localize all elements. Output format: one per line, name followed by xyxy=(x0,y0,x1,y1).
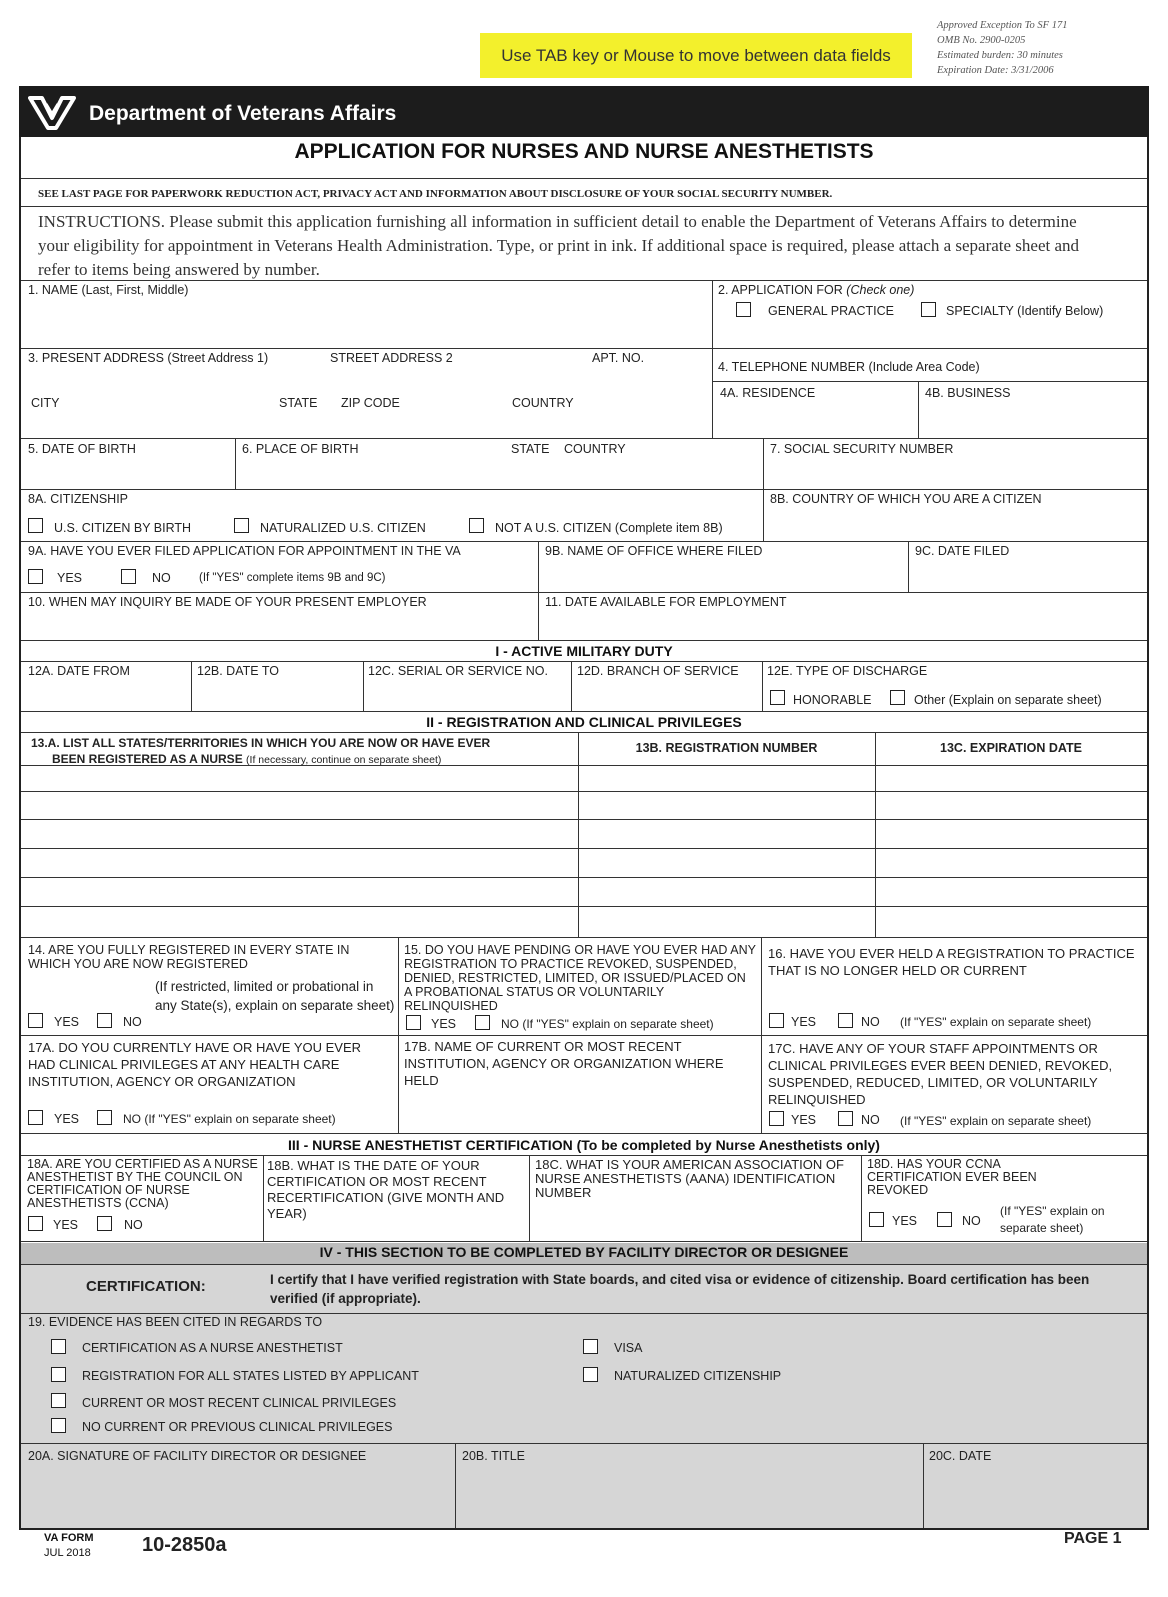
field-9a-label: 9A. HAVE YOU EVER FILED APPLICATION FOR APPOINTMENT IN THE VA xyxy=(28,544,461,558)
17a-yes-label: YES xyxy=(54,1112,80,1126)
field-18b-label: 18B. WHAT IS THE DATE OF YOUR CERTIFICATION OR MOST RECENT RECERTIFICATION (GIVE MONTH AND YEAR) xyxy=(267,1158,505,1221)
field-9b-label: 9B. NAME OF OFFICE WHERE FILED xyxy=(545,544,763,558)
17c-explain: (If "YES" explain on separate sheet) xyxy=(900,1114,1092,1128)
field-10-label: 10. WHEN MAY INQUIRY BE MADE OF YOUR PRESENT EMPLOYER xyxy=(28,595,427,609)
field-16-label: 16. HAVE YOU EVER HELD A REGISTRATION TO PRACTICE THAT IS NO LONGER HELD OR CURRENT xyxy=(768,946,1135,978)
18d-yes-checkbox[interactable] xyxy=(869,1212,884,1227)
field-18d-label: 18D. HAS YOUR CCNA CERTIFICATION EVER BEEN REVOKED xyxy=(867,1157,1037,1197)
residence-label: 4A. RESIDENCE xyxy=(720,386,816,400)
18a-no-checkbox[interactable] xyxy=(97,1216,112,1231)
18d-yes-label: YES xyxy=(892,1214,918,1228)
navigation-hint: Use TAB key or Mouse to move between data fields xyxy=(480,33,912,78)
field-14-note: (If restricted, limited or probational in any State(s), explain on separate sheet) xyxy=(155,979,395,1013)
9a-no-checkbox[interactable] xyxy=(121,569,136,584)
street2-label: STREET ADDRESS 2 xyxy=(330,351,453,365)
citizen-by-birth-checkbox[interactable] xyxy=(28,518,43,533)
dob-input[interactable] xyxy=(24,458,232,486)
page-number: PAGE 1 xyxy=(1064,1530,1122,1547)
form-revision-date: JUL 2018 xyxy=(44,1547,91,1559)
16-explain: (If "YES" explain on separate sheet) xyxy=(900,1015,1092,1029)
19-no-privileges-checkbox[interactable] xyxy=(51,1418,66,1433)
form-title: APPLICATION FOR NURSES AND NURSE ANESTHETISTS xyxy=(294,140,874,163)
not-citizen-checkbox[interactable] xyxy=(469,518,484,533)
17a-no-checkbox[interactable] xyxy=(97,1110,112,1125)
14-yes-label: YES xyxy=(54,1015,80,1029)
field-15-label: 15. DO YOU HAVE PENDING OR HAVE YOU EVER HAD ANY REGISTRATION TO PRACTICE REVOKED, SUSPENDED, DENIED, RESTRICTED, LIMITED, OR ISSUED/PLACED ON A PROBATIONAL STATUS OR VOLUNTARILY RELINQUISHED xyxy=(404,943,756,1013)
field-3-label: 3. PRESENT ADDRESS (Street Address 1) xyxy=(28,351,269,365)
9a-no-label: NO xyxy=(152,571,171,585)
address-input[interactable] xyxy=(24,366,709,392)
field-20c-label: 20C. DATE xyxy=(929,1449,992,1463)
18a-yes-checkbox[interactable] xyxy=(28,1216,43,1231)
field-12e-label: 12E. TYPE OF DISCHARGE xyxy=(767,664,928,678)
field-9c-label: 9C. DATE FILED xyxy=(915,544,1010,558)
not-citizen-label: NOT A U.S. CITIZEN (Complete item 8B) xyxy=(495,521,723,535)
field-19-label: 19. EVIDENCE HAS BEEN CITED IN REGARDS TO xyxy=(28,1315,323,1329)
honorable-checkbox[interactable] xyxy=(770,690,785,705)
birth-state-label: STATE xyxy=(511,442,550,456)
residence-phone-input[interactable] xyxy=(716,402,914,436)
field-17c-label: 17C. HAVE ANY OF YOUR STAFF APPOINTMENTS OR CLINICAL PRIVILEGES EVER BEEN DENIED, REVOKED, SUSPENDED, REDUCED, LIMITED, OR VOLUNTARILY RELINQUISHED xyxy=(768,1041,1113,1107)
certification-statement: I certify that I have verified registration with State boards, and cited visa or evidence of citizenship. Board certification has been verified (if appropriate). xyxy=(270,1272,1090,1306)
aana-id-input[interactable] xyxy=(533,1203,858,1239)
privacy-notice: SEE LAST PAGE FOR PAPERWORK REDUCTION ACT, PRIVACY ACT AND INFORMATION ABOUT DISCLOSURE OF YOUR SOCIAL SECURITY NUMBER. xyxy=(38,188,833,200)
business-phone-input[interactable] xyxy=(922,402,1144,436)
19-visa-checkbox[interactable] xyxy=(583,1339,598,1354)
title-input[interactable] xyxy=(458,1465,920,1525)
9a-yes-checkbox[interactable] xyxy=(28,569,43,584)
institution-input[interactable] xyxy=(402,1090,758,1130)
18a-no-label: NO xyxy=(124,1218,143,1232)
field-17b-label: 17B. NAME OF CURRENT OR MOST RECENT INSTITUTION, AGENCY OR ORGANIZATION WHERE HELD xyxy=(404,1039,724,1088)
field-13b-label: 13B. REGISTRATION NUMBER xyxy=(635,741,818,755)
ssn-input[interactable] xyxy=(767,458,1144,486)
16-yes-label: YES xyxy=(791,1015,817,1029)
naturalized-label: NATURALIZED U.S. CITIZEN xyxy=(260,521,426,535)
field-13a-label-2: BEEN REGISTERED AS A NURSE (If necessary, continue on separate sheet) xyxy=(52,752,442,766)
15-yes-checkbox[interactable] xyxy=(406,1015,421,1030)
birthplace-input[interactable] xyxy=(239,458,759,486)
18d-note: (If "YES" explain on separate sheet) xyxy=(1000,1204,1105,1235)
date-input[interactable] xyxy=(926,1465,1144,1525)
18d-no-label: NO xyxy=(962,1214,981,1228)
agency-header xyxy=(19,86,1149,137)
honorable-label: HONORABLE xyxy=(793,693,872,707)
9a-yes-label: YES xyxy=(57,571,83,585)
employer-inquiry-input[interactable] xyxy=(24,611,535,638)
field-5-label: 5. DATE OF BIRTH xyxy=(28,442,136,456)
19-naturalized-label: NATURALIZED CITIZENSHIP xyxy=(614,1369,782,1383)
17c-no-checkbox[interactable] xyxy=(838,1111,853,1126)
field-14-label: 14. ARE YOU FULLY REGISTERED IN EVERY STATE IN WHICH YOU ARE NOW REGISTERED xyxy=(28,943,350,971)
19-anesthetist-label: CERTIFICATION AS A NURSE ANESTHETIST xyxy=(82,1341,343,1355)
field-13a-label: 13.A. LIST ALL STATES/TERRITORIES IN WHICH YOU ARE NOW OR HAVE EVER xyxy=(31,736,491,750)
19-current-privileges-label: CURRENT OR MOST RECENT CLINICAL PRIVILEGES xyxy=(82,1396,397,1410)
16-yes-checkbox[interactable] xyxy=(769,1013,784,1028)
section-military-duty: I - ACTIVE MILITARY DUTY xyxy=(495,643,673,659)
14-no-label: NO xyxy=(123,1015,142,1029)
field-11-label: 11. DATE AVAILABLE FOR EMPLOYMENT xyxy=(545,595,787,609)
field-20b-label: 20B. TITLE xyxy=(462,1449,525,1463)
9a-note: (If "YES" complete items 9B and 9C) xyxy=(199,572,386,584)
16-no-label: NO xyxy=(861,1015,880,1029)
field-8a-label: 8A. CITIZENSHIP xyxy=(28,492,129,506)
17c-yes-checkbox[interactable] xyxy=(769,1111,784,1126)
specialty-label: SPECIALTY (Identify Below) xyxy=(946,304,1104,318)
18a-yes-label: YES xyxy=(53,1218,79,1232)
apt-label: APT. NO. xyxy=(592,351,645,365)
birth-country-label: COUNTRY xyxy=(564,442,626,456)
field-18a-label: 18A. ARE YOU CERTIFIED AS A NURSE ANESTHETIST BY THE COUNCIL ON CERTIFICATION OF NURSE ANESTHETISTS (CCNA) xyxy=(27,1157,258,1210)
general-practice-checkbox[interactable] xyxy=(736,302,751,317)
date-available-input[interactable] xyxy=(541,611,1144,638)
specialty-checkbox[interactable] xyxy=(921,302,936,317)
field-7-label: 7. SOCIAL SECURITY NUMBER xyxy=(770,442,954,456)
field-20a-label: 20A. SIGNATURE OF FACILITY DIRECTOR OR DESIGNEE xyxy=(28,1449,367,1463)
19-current-privileges-checkbox[interactable] xyxy=(51,1393,66,1408)
19-registration-label: REGISTRATION FOR ALL STATES LISTED BY APPLICANT xyxy=(82,1369,419,1383)
15-no-checkbox[interactable] xyxy=(475,1015,490,1030)
business-label: 4B. BUSINESS xyxy=(925,386,1011,400)
17c-no-label: NO xyxy=(861,1113,880,1127)
name-input[interactable] xyxy=(24,298,709,344)
field-12b-label: 12B. DATE TO xyxy=(197,664,279,678)
17a-yes-checkbox[interactable] xyxy=(28,1110,43,1125)
omb-approval: Approved Exception To SF 171 OMB No. 2900-0205 Estimated burden: 30 minutes Expiration Date: 3/31/2006 xyxy=(937,20,1068,76)
field-2-label: 2. APPLICATION FOR (Check one) xyxy=(718,283,915,297)
citizen-country-input[interactable] xyxy=(767,508,1144,538)
certification-label: CERTIFICATION: xyxy=(86,1278,206,1295)
14-yes-checkbox[interactable] xyxy=(28,1013,43,1028)
va-logo-icon xyxy=(28,94,76,132)
other-discharge-checkbox[interactable] xyxy=(890,690,905,705)
field-4-label: 4. TELEPHONE NUMBER (Include Area Code) xyxy=(718,360,980,374)
field-17a-label: 17A. DO YOU CURRENTLY HAVE OR HAVE YOU EVER HAD CLINICAL PRIVILEGES AT ANY HEALTH CARE INSTITUTION, AGENCY OR ORGANIZATION xyxy=(28,1040,362,1089)
general-practice-label: GENERAL PRACTICE xyxy=(768,304,894,318)
section-registration: II - REGISTRATION AND CLINICAL PRIVILEGES xyxy=(426,714,742,730)
17c-yes-label: YES xyxy=(791,1113,817,1127)
country-label: COUNTRY xyxy=(512,396,574,410)
office-filed-input[interactable] xyxy=(541,560,905,590)
field-12a-label: 12A. DATE FROM xyxy=(28,664,130,678)
16-no-checkbox[interactable] xyxy=(838,1013,853,1028)
14-no-checkbox[interactable] xyxy=(97,1013,112,1028)
city-state-zip-input[interactable] xyxy=(24,412,709,436)
citizen-by-birth-label: U.S. CITIZEN BY BIRTH xyxy=(54,521,192,535)
19-no-privileges-label: NO CURRENT OR PREVIOUS CLINICAL PRIVILEGES xyxy=(82,1420,393,1434)
field-13c-label: 13C. EXPIRATION DATE xyxy=(940,741,1082,755)
form-number: 10-2850a xyxy=(142,1534,227,1556)
form-label: VA FORM xyxy=(44,1532,94,1544)
field-8b-label: 8B. COUNTRY OF WHICH YOU ARE A CITIZEN xyxy=(770,492,1042,506)
15-yes-label: YES xyxy=(431,1017,457,1031)
field-12c-label: 12C. SERIAL OR SERVICE NO. xyxy=(368,664,548,678)
field-6-label: 6. PLACE OF BIRTH xyxy=(242,442,359,456)
zip-label: ZIP CODE xyxy=(341,396,400,410)
15-no-label: NO (If "YES" explain on separate sheet) xyxy=(501,1017,714,1031)
19-naturalized-checkbox[interactable] xyxy=(583,1367,598,1382)
section-anesthetist-certification: III - NURSE ANESTHETIST CERTIFICATION (To be completed by Nurse Anesthetists only) xyxy=(288,1137,880,1153)
state-label: STATE xyxy=(279,396,318,410)
19-visa-label: VISA xyxy=(614,1341,643,1355)
agency-name: Department of Veterans Affairs xyxy=(89,102,397,125)
section-facility-director: IV - THIS SECTION TO BE COMPLETED BY FACILITY DIRECTOR OR DESIGNEE xyxy=(319,1244,849,1260)
signature-field[interactable] xyxy=(24,1465,452,1525)
field-18c-label: 18C. WHAT IS YOUR AMERICAN ASSOCIATION OF NURSE ANESTHETISTS (AANA) IDENTIFICATION NUMBER xyxy=(535,1157,844,1200)
field-12d-label: 12D. BRANCH OF SERVICE xyxy=(577,664,739,678)
19-registration-checkbox[interactable] xyxy=(51,1367,66,1382)
17a-no-label: NO (If "YES" explain on separate sheet) xyxy=(123,1112,336,1126)
field-1-label: 1. NAME (Last, First, Middle) xyxy=(28,283,189,297)
18d-no-checkbox[interactable] xyxy=(937,1212,952,1227)
instructions: INSTRUCTIONS. Please submit this application furnishing all information in sufficient detail to enable the Department of Veterans Affairs to determine your eligibility for appointment in Veterans Health Administration. Type, or print in ink. If additional space is required, please attach a separate sheet and refer to items being answered by number. xyxy=(38,212,1080,279)
19-anesthetist-checkbox[interactable] xyxy=(51,1339,66,1354)
date-filed-input[interactable] xyxy=(911,560,1144,590)
other-discharge-label: Other (Explain on separate sheet) xyxy=(914,693,1102,707)
naturalized-checkbox[interactable] xyxy=(234,518,249,533)
city-label: CITY xyxy=(31,396,60,410)
